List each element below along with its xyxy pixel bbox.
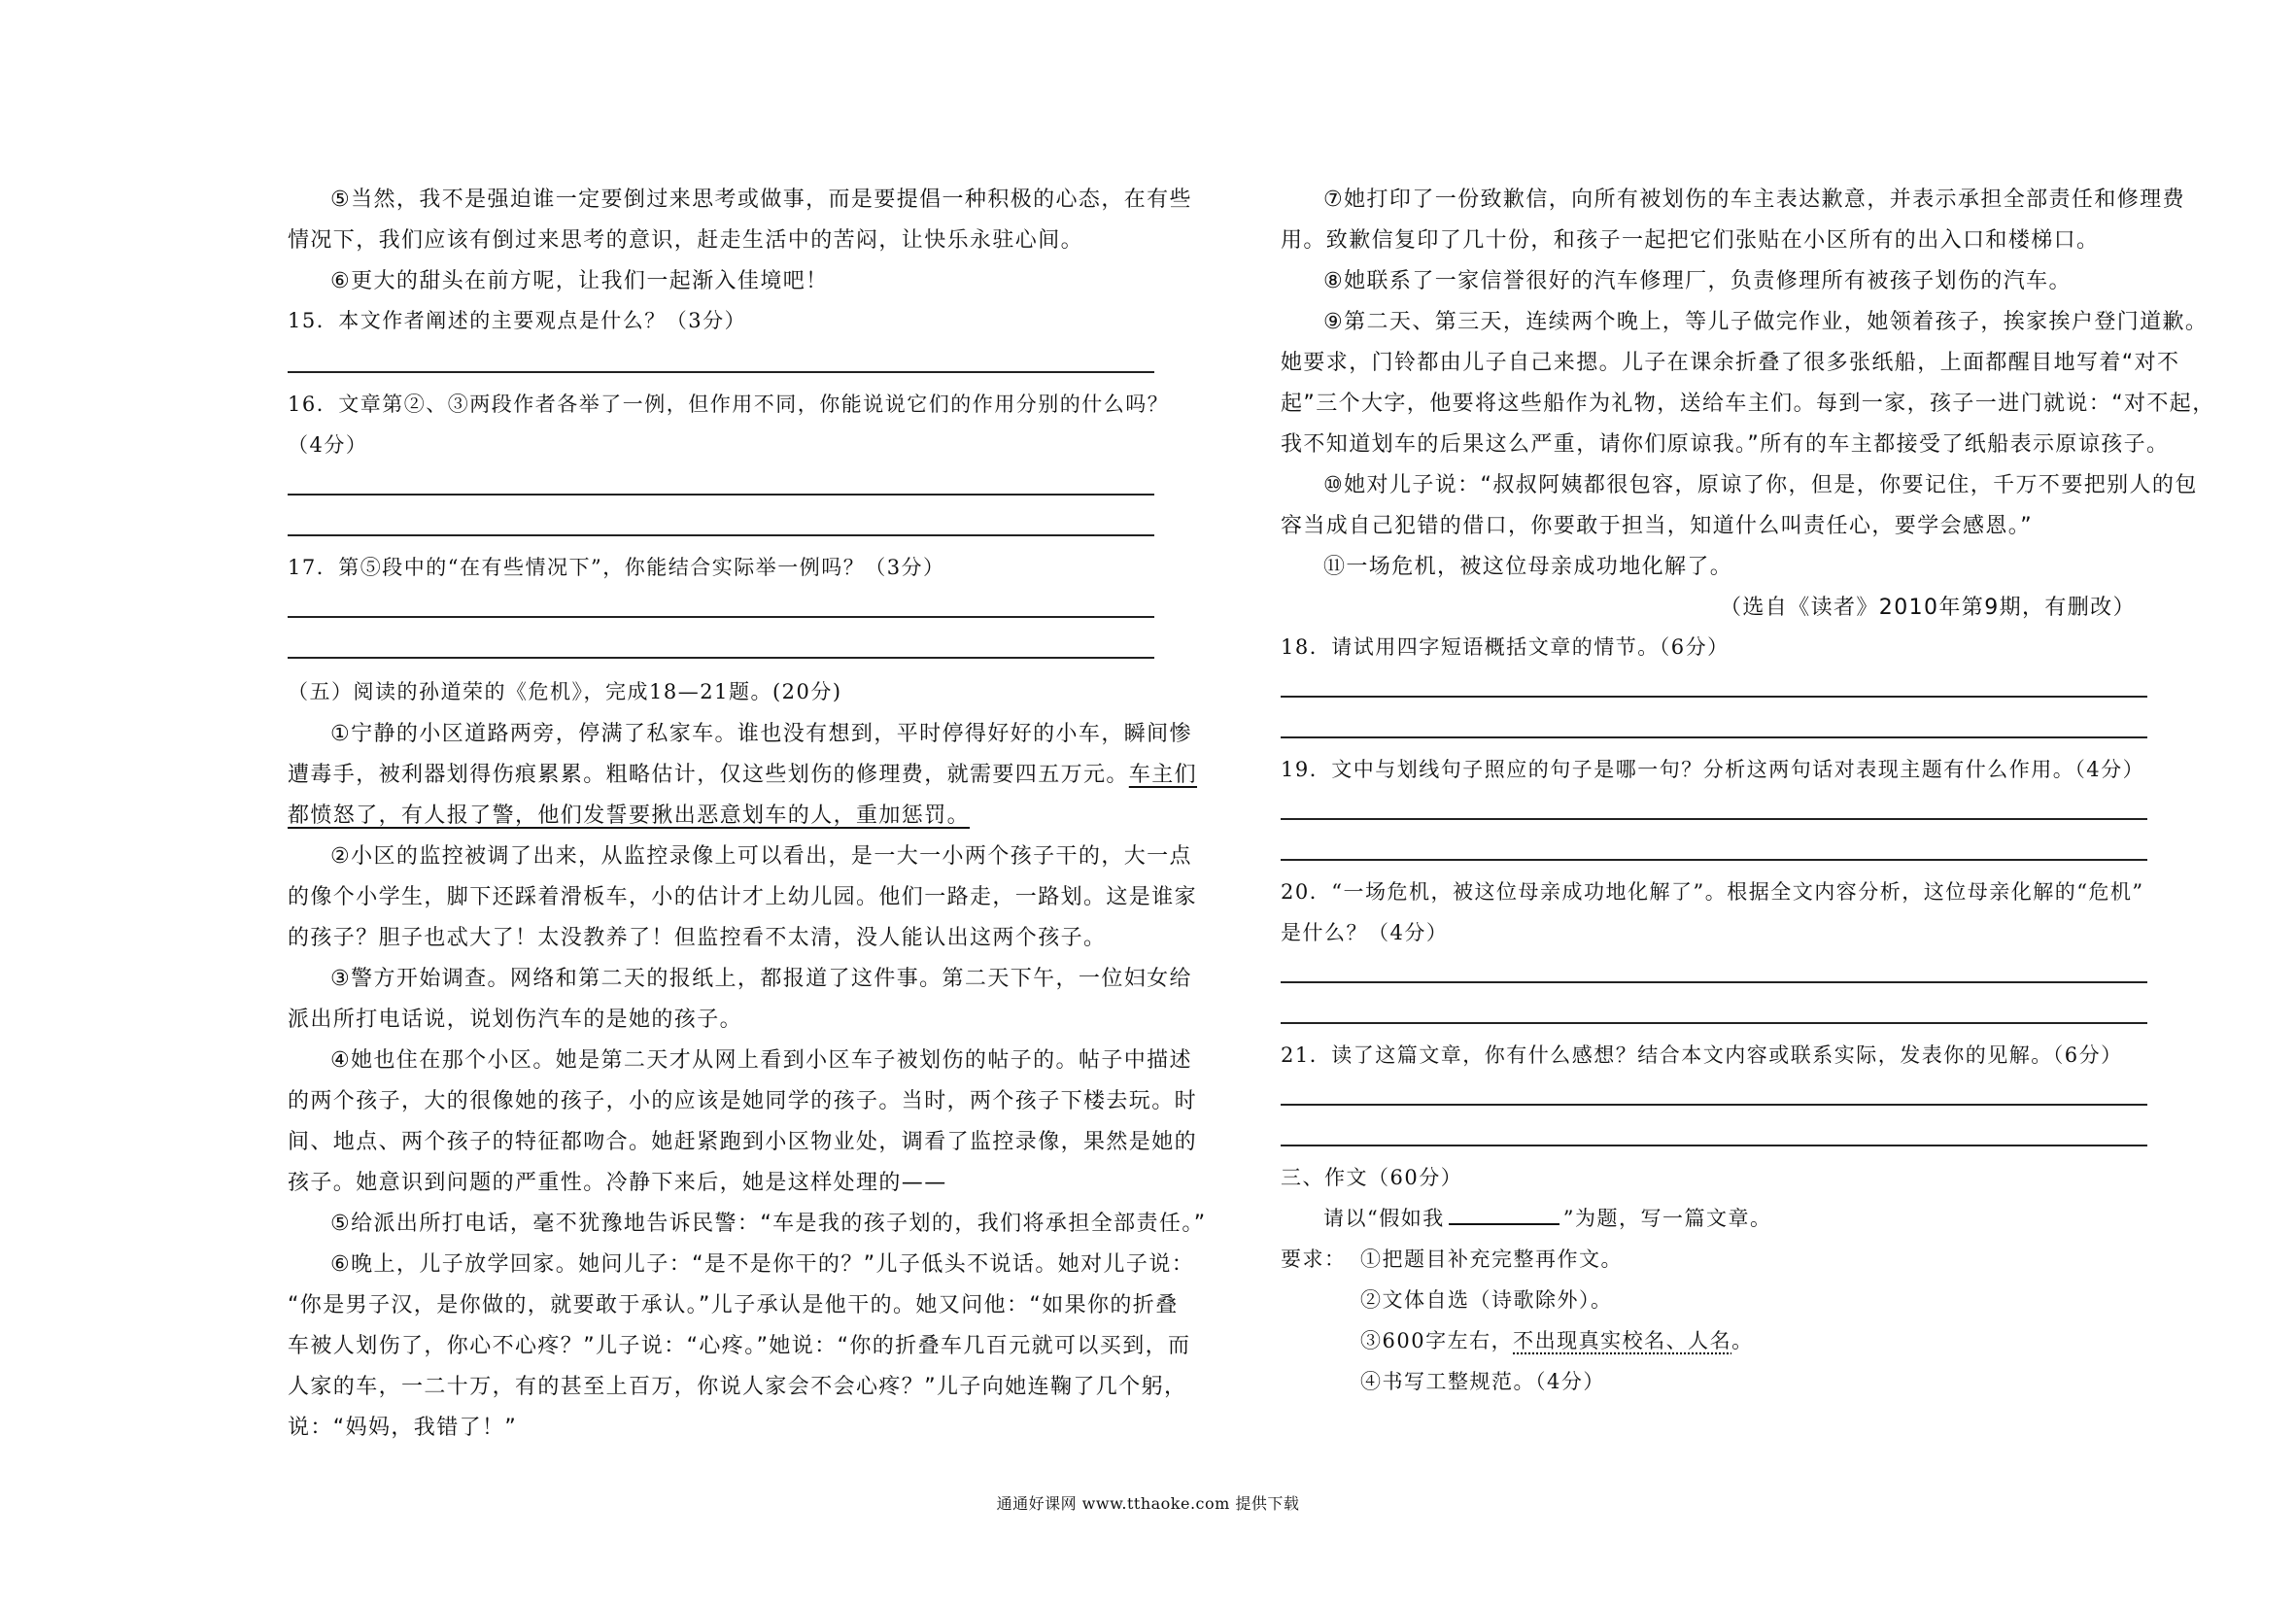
section-5-heading: （五）阅读的孙道荣的《危机》，完成18—21题。(20分) — [288, 680, 842, 703]
underlined-sentence-part-1: 车主们 — [1128, 763, 1198, 787]
answer-line-19a[interactable] — [1281, 818, 2147, 820]
article-para-2-line-2: 的像个小学生，脚下还踩着滑板车，小的估计才上幼儿园。他们一路走，一路划。这是谁家 — [288, 885, 1198, 909]
answer-line-17b[interactable] — [288, 657, 1154, 659]
article-para-9-line-2: 她要求，门铃都由儿子自己来摁。儿子在课余折叠了很多张纸船，上面都醒目地写着“对不 — [1281, 351, 2180, 375]
requirement-2: ②文体自选（诗歌除外）。 — [1360, 1288, 1613, 1312]
article-para-6-line-4: 人家的车，一二十万，有的甚至上百万，你说人家会不会心疼？”儿子向她连鞠了几个躬， — [288, 1375, 1187, 1399]
answer-line-19b[interactable] — [1281, 859, 2147, 861]
article-para-4-line-2: 的两个孩子，大的很像她的孩子，小的应该是她同学的孩子。当时，两个孩子下楼去玩。时 — [288, 1089, 1198, 1113]
question-20-line-2: 是什么？（4分） — [1281, 921, 1449, 944]
question-16-line-2: （4分） — [288, 433, 368, 457]
article-para-2-line-3: 的孩子？胆子也忒大了！太没教养了！但监控看不太清，没人能认出这两个孩子。 — [288, 926, 1107, 950]
answer-line-21a[interactable] — [1281, 1104, 2147, 1106]
article-para-9-line-3: 起”三个大字，他要将这些船作为礼物，送给车主们。每到一家，孩子一进门就说：“对不起， — [1281, 392, 2215, 416]
article-para-6-line-2: “你是男子汉，是你做的，就要敢于承认。”儿子承认是他干的。她又问他：“如果你的折叠 — [288, 1293, 1179, 1317]
question-17: 17．第⑤段中的“在有些情况下”，你能结合实际举一例吗？（3分） — [288, 556, 945, 579]
requirement-4: ④书写工整规范。（4分） — [1360, 1370, 1605, 1393]
article-para-1-line-1: ①宁静的小区道路两旁，停满了私家车。谁也没有想到，平时停得好好的小车，瞬间惨 — [330, 722, 1192, 746]
emphasis-dotted-text: 不出现真实校名、人名 — [1513, 1329, 1732, 1352]
question-19: 19．文中与划线句子照应的句子是哪一句？分析这两句话对表现主题有什么作用。（4分） — [1281, 758, 2145, 781]
requirements-label: 要求： — [1281, 1248, 1347, 1271]
article-source: （选自《读者》2010年第9期，有删改） — [1720, 596, 2136, 620]
article-para-3-line-1: ③警方开始调查。网络和第二天的报纸上，都报道了这件事。第二天下午，一位妇女给 — [330, 967, 1192, 991]
article-para-11: ⑪一场危机，被这位母亲成功地化解了。 — [1323, 555, 1733, 579]
article-para-5: ⑤给派出所打电话，毫不犹豫地告诉民警：“车是我的孩子划的，我们将承担全部责任。” — [330, 1212, 1207, 1236]
question-16-line-1: 16．文章第②、③两段作者各举了一例，但作用不同，你能说说它们的作用分别的什么吗？ — [288, 393, 1170, 416]
article-para-7-line-2: 用。致歉信复印了几十份，和孩子一起把它们张贴在小区所有的出入口和楼梯口。 — [1281, 228, 2100, 253]
page-footer: 通通好课网 www.tthaoke.com 提供下载 — [996, 1494, 1300, 1513]
article-para-9-line-4: 我不知道划车的后果这么严重，请你们原谅我。”所有的车主都接受了纸船表示原谅孩子。 — [1281, 432, 2170, 457]
article-para-8: ⑧她联系了一家信誉很好的汽车修理厂，负责修理所有被孩子划伤的汽车。 — [1323, 269, 2072, 293]
paragraph-6: ⑥更大的甜头在前方呢，让我们一起渐入佳境吧！ — [330, 269, 829, 293]
question-15: 15．本文作者阐述的主要观点是什么？（3分） — [288, 309, 747, 332]
answer-line-21b[interactable] — [1281, 1145, 2147, 1146]
article-para-1-line-2: 遭毒手，被利器划得伤痕累累。粗略估计，仅这些划伤的修理费，就需要四五万元。车主们 — [288, 763, 1198, 787]
question-18: 18．请试用四字短语概括文章的情节。（6分） — [1281, 635, 1730, 659]
requirement-3: ③600字左右，不出现真实校名、人名。 — [1360, 1329, 1754, 1352]
answer-line-16b[interactable] — [288, 534, 1154, 536]
requirement-1: ①把题目补充完整再作文。 — [1360, 1248, 1623, 1271]
answer-line-20b[interactable] — [1281, 1022, 2147, 1024]
article-para-6-line-3: 车被人划伤了，你心不心疼？”儿子说：“心疼。”她说：“你的折叠车几百元就可以买到，而 — [288, 1334, 1191, 1358]
answer-line-18b[interactable] — [1281, 736, 2147, 738]
article-para-9-line-1: ⑨第二天、第三天，连续两个晚上，等儿子做完作业，她领着孩子，挨家挨户登门道歉。 — [1323, 310, 2209, 334]
question-21: 21．读了这篇文章，你有什么感想？结合本文内容或联系实际，发表你的见解。（6分） — [1281, 1043, 2123, 1067]
article-para-4-line-1: ④她也住在那个小区。她是第二天才从网上看到小区车子被划伤的帖子的。帖子中描述 — [330, 1048, 1192, 1073]
essay-title-blank[interactable] — [1449, 1206, 1559, 1225]
question-20-line-1: 20．“一场危机，被这位母亲成功地化解了”。根据全文内容分析，这位母亲化解的“危机” — [1281, 880, 2144, 904]
article-para-10-line-2: 容当成自己犯错的借口，你要敢于担当，知道什么叫责任心，要学会感恩。” — [1281, 514, 2033, 538]
underlined-sentence-part-2: 都愤怒了，有人报了警，他们发誓要揪出恶意划车的人，重加惩罚。 — [288, 804, 971, 828]
article-para-7-line-1: ⑦她打印了一份致歉信，向所有被划伤的车主表达歉意，并表示承担全部责任和修理费 — [1323, 188, 2185, 212]
section-3-heading: 三、作文（60分） — [1281, 1166, 1463, 1189]
article-para-4-line-4: 孩子。她意识到问题的严重性。冷静下来后，她是这样处理的—— — [288, 1171, 947, 1195]
article-para-3-line-2: 派出所打电话说，说划伤汽车的是她的孩子。 — [288, 1008, 743, 1032]
article-para-4-line-3: 间、地点、两个孩子的特征都吻合。她赶紧跑到小区物业处，调看了监控录像，果然是她的 — [288, 1130, 1198, 1154]
paragraph-5-line-1: ⑤当然，我不是强迫谁一定要倒过来思考或做事，而是要提倡一种积极的心态，在有些 — [330, 188, 1192, 212]
article-para-2-line-1: ②小区的监控被调了出来，从监控录像上可以看出，是一大一小两个孩子干的，大一点 — [330, 844, 1192, 869]
answer-line-18a[interactable] — [1281, 696, 2147, 698]
essay-prompt: 请以“假如我 ”为题，写一篇文章。 — [1323, 1207, 1772, 1230]
answer-line-15[interactable] — [288, 371, 1154, 373]
answer-line-20a[interactable] — [1281, 981, 2147, 983]
article-para-10-line-1: ⑩她对儿子说：“叔叔阿姨都很包容，原谅了你，但是，你要记住，千万不要把别人的包 — [1323, 473, 2198, 497]
article-para-6-line-1: ⑥晚上，儿子放学回家。她问儿子：“是不是你干的？”儿子低头不说话。她对儿子说： — [330, 1252, 1195, 1277]
article-para-6-line-5: 说：“妈妈，我错了！” — [288, 1416, 518, 1440]
answer-line-16a[interactable] — [288, 494, 1154, 496]
answer-line-17a[interactable] — [288, 616, 1154, 618]
paragraph-5-line-2: 情况下，我们应该有倒过来思考的意识，赶走生活中的苦闷，让快乐永驻心间。 — [288, 228, 1084, 253]
